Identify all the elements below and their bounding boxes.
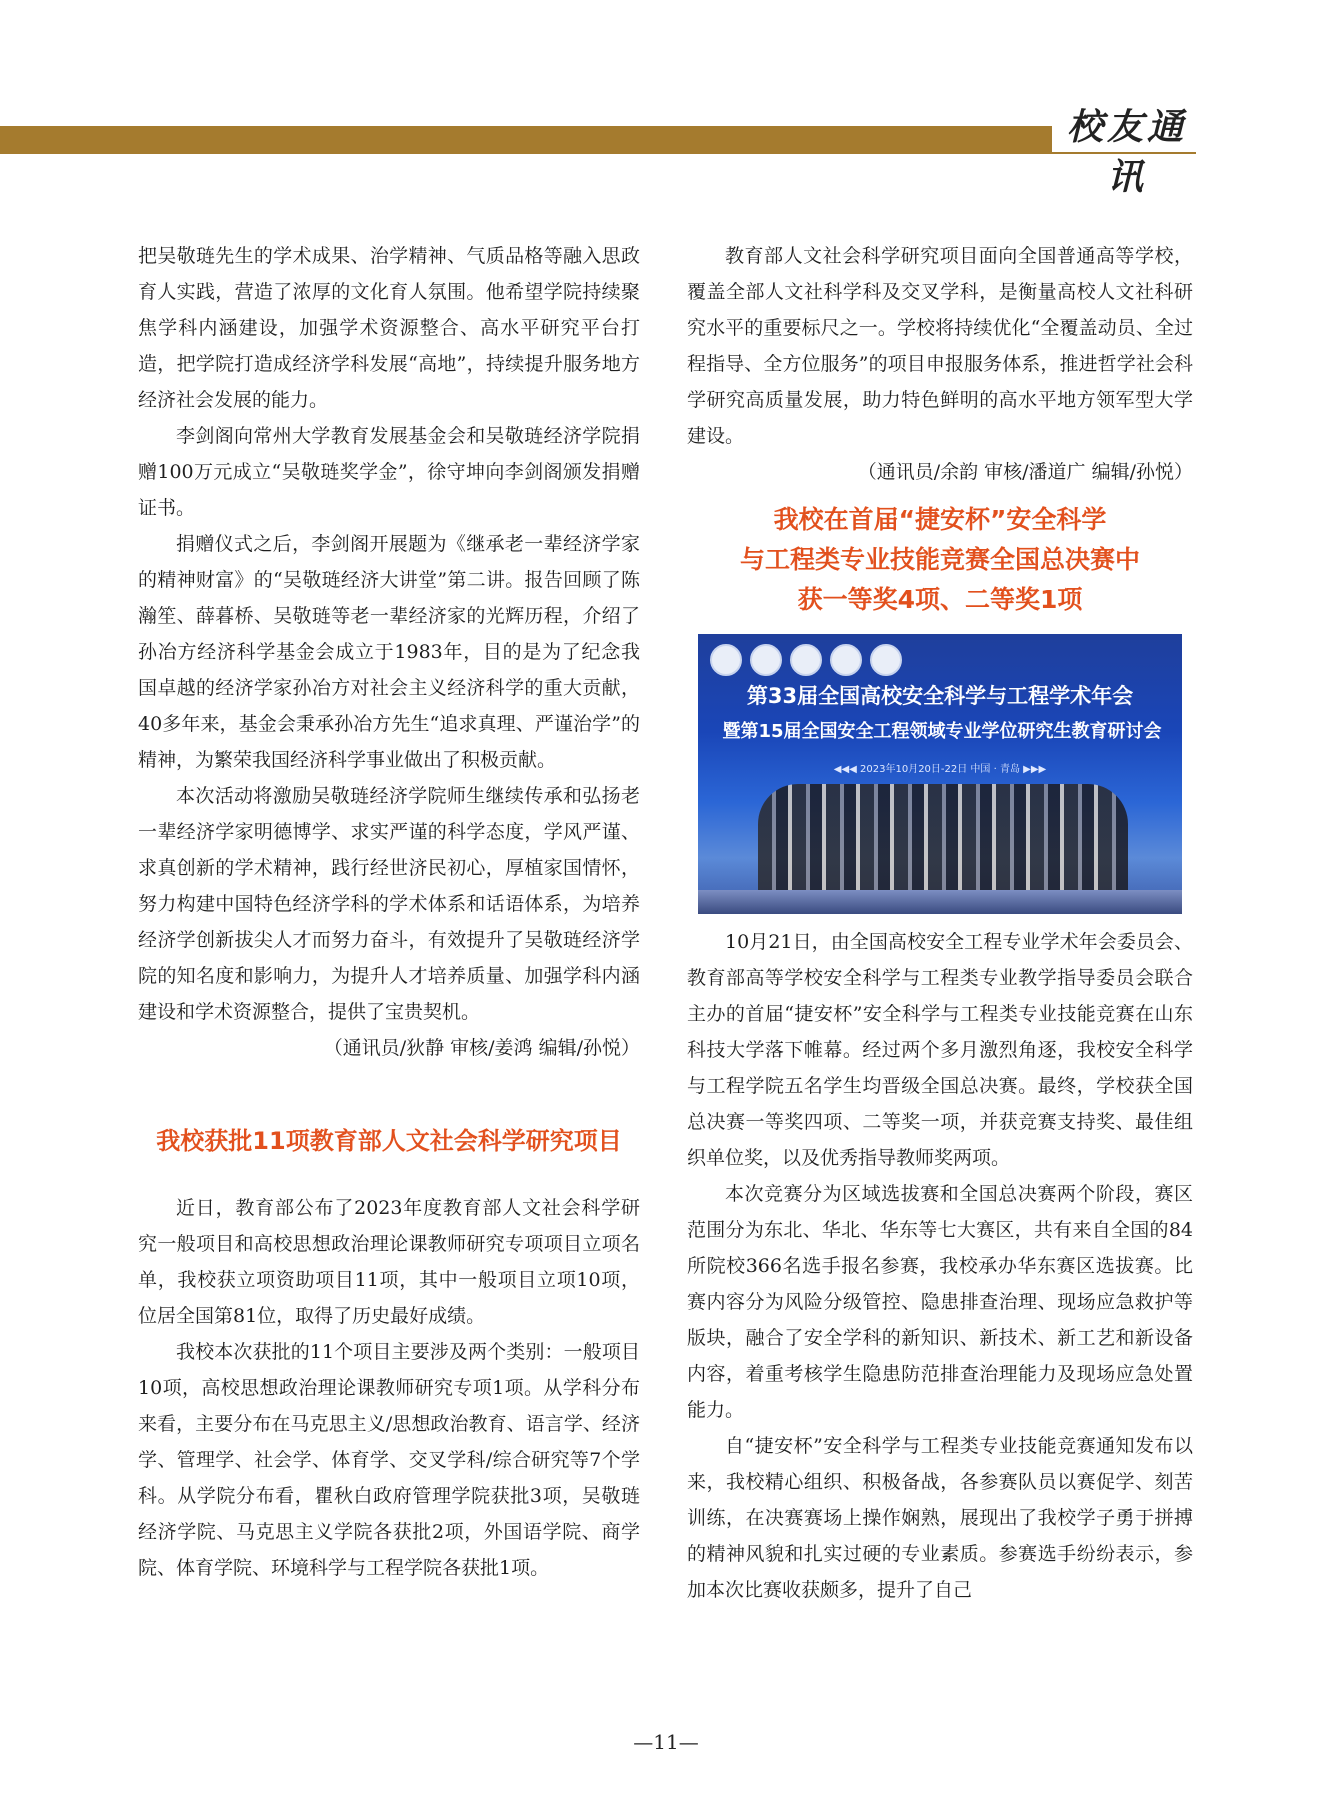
photo-banner-title: 第33届全国高校安全科学与工程学术年会 <box>746 684 1134 708</box>
photo-banner-subtitle: 暨第15届全国安全工程领域专业学位研究生教育研讨会 <box>722 721 1162 742</box>
article-paragraph: 我校本次获批的11个项目主要涉及两个类别：一般项目10项，高校思想政治理论课教师研究专项1项。从学科分布来看，主要分布在马克思主义/思想政治教育、语言学、经济学、管理学、社会学、体育学、交叉学科/综合研究等7个学科。从学院分布看，瞿秋白政府管理学院获批3项，吴敬琏经济学院、马克思主义学院各获批2项，外国语学院、商学院、体育学院、环境科学与工程学院各获批1项。 <box>138 1341 640 1579</box>
article-paragraph: 10月21日，由全国高校安全工程专业学术年会委员会、教育部高等学校安全科学与工程类专业教学指导委员会联合主办的首届“捷安杯”安全科学与工程类专业技能竞赛在山东科技大学落下帷幕。经过两个多月激烈角逐，我校安全科学与工程学院五名学生均晋级全国总决赛。最终，学校获全国总决赛一等奖四项、二等奖一项，并获竞赛支持奖、最佳组织单位奖，以及优秀指导教师奖两项。 <box>687 931 1193 1169</box>
masthead-title: 校友通讯 <box>1052 102 1202 152</box>
article-paragraph: 自“捷安杯”安全科学与工程类专业技能竞赛通知发布以来，我校精心组织、积极备战，各参赛队员以赛促学、刻苦训练，在决赛赛场上操作娴熟，展现出了我校学子勇于拼搏的精神风貌和扎实过硬的专业素质。参赛选手纷纷表示，参加本次比赛收获颇多，提升了自己 <box>687 1435 1193 1601</box>
left-column <box>138 238 640 1586</box>
article-paragraph: 捐赠仪式之后，李剑阁开展题为《继承老一辈经济学家的精神财富》的“吴敬琏经济大讲堂”第二讲。报告回顾了陈瀚笙、薛暮桥、吴敬琏等老一辈经济家的光辉历程，介绍了孙冶方经济科学基金会成立于1983年，目的是为了纪念我国卓越的经济学家孙冶方对社会主义经济科学的重大贡献，40多年来，基金会秉承孙冶方先生“追求真理、严谨治学”的精神，为繁荣我国经济科学事业做出了积极贡献。 <box>138 533 640 771</box>
article-credit: （通讯员/余韵 审核/潘道广 编辑/孙悦） <box>857 461 1193 483</box>
right-column <box>687 238 1193 1608</box>
article-paragraph: 把吴敬琏先生的学术成果、治学精神、气质品格等融入思政育人实践，营造了浓厚的文化育人氛围。他希望学院持续聚焦学科内涵建设，加强学术资源整合、高水平研究平台打造，把学院打造成经济学科发展“高地”，持续提升服务地方经济社会发展的能力。 <box>138 245 640 411</box>
logo-icon <box>870 644 902 676</box>
headline-line: 与工程类专业技能竞赛全国总决赛中 <box>739 545 1140 574</box>
article-paragraph: 近日，教育部公布了2023年度教育部人文社会科学研究一般项目和高校思想政治理论课教师研究专项项目立项名单，我校获立项资助项目11项，其中一般项目立项10项，位居全国第81位，取得了历史最好成绩。 <box>138 1197 640 1327</box>
group-of-people <box>758 784 1128 894</box>
photo-banner-date: ◀◀◀ 2023年10月20日-22日 中国 · 青岛 ▶▶▶ <box>833 764 1047 775</box>
event-photo <box>698 634 1182 914</box>
stage-floor <box>698 890 1182 914</box>
article-headline: 我校获批11项教育部人文社会科学研究项目 <box>156 1127 622 1155</box>
article-paragraph: 李剑阁向常州大学教育发展基金会和吴敬琏经济学院捐赠100万元成立“吴敬琏奖学金”，徐守坤向李剑阁颁发捐赠证书。 <box>138 425 640 519</box>
headline-line: 获一等奖4项、二等奖1项 <box>797 585 1083 614</box>
article-paragraph: 本次活动将激励吴敬琏经济学院师生继续传承和弘扬老一辈经济学家明德博学、求实严谨的科学态度，学风严谨、求真创新的学术精神，践行经世济民初心，厚植家国情怀，努力构建中国特色经济学科的学术体系和话语体系，为培养经济学创新拔尖人才而努力奋斗，有效提升了吴敬琏经济学院的知名度和影响力，为提升人才培养质量、加强学科内涵建设和学术资源整合，提供了宝贵契机。 <box>138 785 640 1023</box>
header-bar <box>0 126 1196 154</box>
article-headline <box>687 500 1193 620</box>
logo-icon <box>790 644 822 676</box>
photo-logos <box>710 644 902 676</box>
logo-icon <box>710 644 742 676</box>
logo-icon <box>830 644 862 676</box>
article-paragraph: 教育部人文社会科学研究项目面向全国普通高等学校，覆盖全部人文社科学科及交叉学科，是衡量高校人文社科研究水平的重要标尺之一。学校将持续优化“全覆盖动员、全过程指导、全方位服务”的项目申报服务体系，推进哲学社会科学研究高质量发展，助力特色鲜明的高水平地方领军型大学建设。 <box>687 245 1193 447</box>
headline-line: 我校在首届“捷安杯”安全科学 <box>773 505 1107 534</box>
article-paragraph: 本次竞赛分为区域选拔赛和全国总决赛两个阶段，赛区范围分为东北、华北、华东等七大赛区，共有来自全国的84所院校366名选手报名参赛，我校承办华东赛区选拔赛。比赛内容分为风险分级管控、隐患排查治理、现场应急救护等版块，融合了安全学科的新知识、新技术、新工艺和新设备内容，着重考核学生隐患防范排查治理能力及现场应急处置能力。 <box>687 1183 1193 1421</box>
page-number: —11— <box>633 1730 699 1754</box>
article-credit: （通讯员/狄静 审核/姜鸿 编辑/孙悦） <box>323 1037 640 1059</box>
logo-icon <box>750 644 782 676</box>
